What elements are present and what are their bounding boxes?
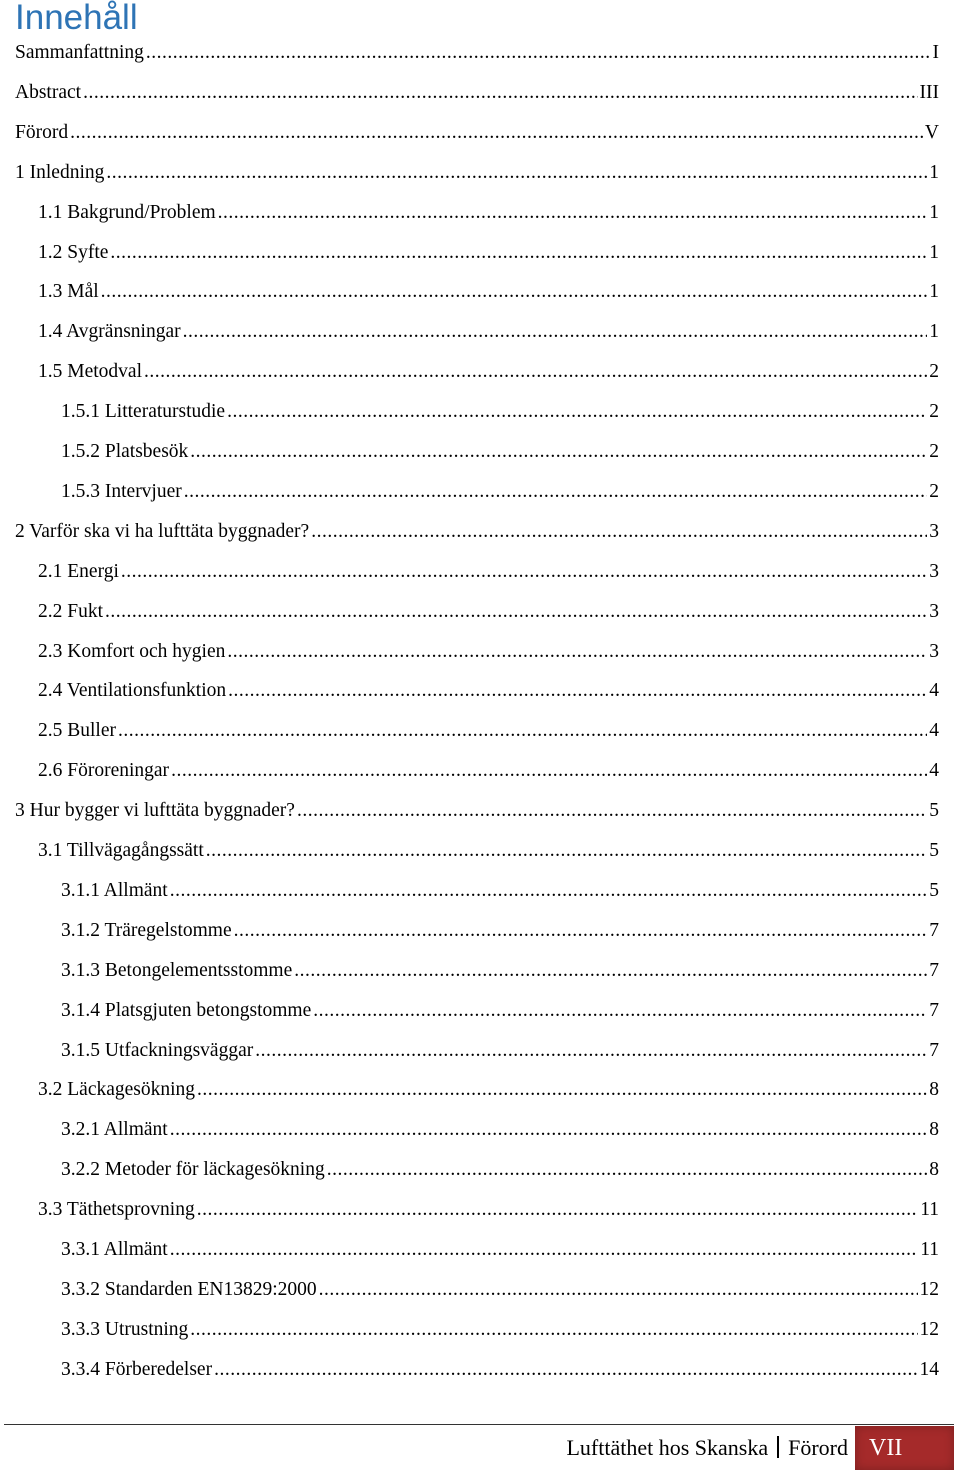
toc-dot-leader xyxy=(197,1195,919,1225)
toc-entry-page: 5 xyxy=(929,800,939,822)
toc-entry-page: 7 xyxy=(929,999,939,1021)
footer-rule xyxy=(4,1424,954,1425)
toc-entry-page: 1 xyxy=(929,281,939,303)
toc-dot-leader xyxy=(190,437,927,467)
toc-entry[interactable] xyxy=(38,597,939,627)
toc-dot-leader xyxy=(197,1075,927,1105)
toc-entry[interactable] xyxy=(38,637,939,667)
toc-entry[interactable] xyxy=(61,1036,939,1066)
toc-entry[interactable] xyxy=(61,1355,939,1385)
toc-dot-leader xyxy=(101,277,928,307)
footer-page-number: VII xyxy=(869,1435,903,1461)
toc-entry-page: 1 xyxy=(929,241,939,263)
toc-entry-page: 3 xyxy=(929,600,939,622)
toc-entry[interactable] xyxy=(38,836,939,866)
toc-entry-title: 2.3 Komfort och hygien xyxy=(38,640,226,662)
toc-entry-title: 3.1.3 Betongelementsstomme xyxy=(61,959,293,981)
toc-dot-leader xyxy=(294,956,927,986)
toc-entry-page: 12 xyxy=(919,1318,939,1340)
toc-entry-title: 1.1 Bakgrund/Problem xyxy=(38,201,216,223)
toc-entry[interactable] xyxy=(61,876,939,906)
toc-entry-title: 1.4 Avgränsningar xyxy=(38,321,181,343)
toc-entry[interactable] xyxy=(38,1195,939,1225)
toc-entry-title: 2.4 Ventilationsfunktion xyxy=(38,680,227,702)
toc-entry-page: 2 xyxy=(929,361,939,383)
toc-entry-page: 3 xyxy=(929,640,939,662)
toc-entry-title: 3.2.1 Allmänt xyxy=(61,1119,168,1141)
toc-dot-leader xyxy=(183,317,928,347)
toc-entry-page: V xyxy=(924,121,939,143)
toc-entry[interactable] xyxy=(61,956,939,986)
toc-entry-title: 3 Hur bygger vi lufttäta byggnader? xyxy=(15,800,295,822)
toc-entry-title: 3.3.1 Allmänt xyxy=(61,1239,168,1260)
toc-entry-page: 2 xyxy=(929,441,939,462)
toc-entry-page: 1 xyxy=(929,321,939,343)
toc-entry-title: 3.1.2 Träregelstomme xyxy=(61,919,232,941)
toc-entry-page: 2 xyxy=(929,401,939,423)
toc-entry-page: 5 xyxy=(929,840,939,861)
toc-entry[interactable] xyxy=(38,357,939,387)
toc-entry[interactable] xyxy=(38,277,939,307)
toc-entry-page: 8 xyxy=(929,1119,939,1141)
toc-entry[interactable] xyxy=(61,397,939,427)
toc-entry-title: 3.3 Täthetsprovning xyxy=(38,1199,195,1221)
toc-entry[interactable] xyxy=(15,796,939,826)
toc-entry[interactable] xyxy=(61,437,939,467)
toc-entry-title: 1.5 Metodval xyxy=(38,361,142,383)
toc-entry[interactable] xyxy=(38,756,939,786)
toc-dot-leader xyxy=(170,1235,919,1265)
toc-dot-leader xyxy=(106,158,927,188)
toc-entry[interactable] xyxy=(15,517,939,547)
toc-entry-page: 11 xyxy=(920,1199,939,1221)
footer-page-badge xyxy=(855,1426,954,1470)
toc-dot-leader xyxy=(255,1036,927,1066)
toc-entry-title: Förord xyxy=(15,121,69,143)
toc-entry-title: 1.3 Mål xyxy=(38,281,99,303)
toc-entry[interactable] xyxy=(38,1075,939,1105)
toc-dot-leader xyxy=(118,716,927,746)
toc-entry[interactable] xyxy=(61,1315,939,1345)
toc-entry[interactable] xyxy=(61,996,939,1026)
toc-entry-page: 11 xyxy=(920,1239,939,1260)
toc-dot-leader xyxy=(190,1315,917,1345)
toc-dot-leader xyxy=(214,1355,917,1385)
toc-entry[interactable] xyxy=(15,38,939,68)
toc-entry-title: 3.2.2 Metoder för läckagesökning xyxy=(61,1159,325,1181)
toc-entry[interactable] xyxy=(38,198,939,228)
toc-entry[interactable] xyxy=(38,317,939,347)
toc-dot-leader xyxy=(206,836,927,866)
toc-entry[interactable] xyxy=(15,118,939,148)
toc-entry-title: Sammanfattning xyxy=(15,42,144,63)
toc-entry-page: 7 xyxy=(929,959,939,981)
toc-dot-leader xyxy=(327,1155,928,1185)
toc-dot-leader xyxy=(313,996,927,1026)
toc-dot-leader xyxy=(83,78,917,108)
toc-dot-leader xyxy=(171,756,927,786)
footer-section: Förord xyxy=(788,1435,848,1460)
toc-entry-page: 14 xyxy=(919,1358,939,1380)
toc-entry-page: 5 xyxy=(929,879,939,901)
toc-entry[interactable] xyxy=(38,238,939,268)
toc-entry[interactable] xyxy=(61,916,939,946)
toc-entry[interactable] xyxy=(38,557,939,587)
toc-entry-title: 3.1.4 Platsgjuten betongstomme xyxy=(61,999,312,1021)
footer-doc-title: Lufttäthet hos Skanska xyxy=(566,1435,769,1460)
toc-dot-leader xyxy=(110,238,927,268)
toc-entry-title: 1 Inledning xyxy=(15,161,105,183)
toc-entry-page: 1 xyxy=(929,201,939,223)
toc-entry-title: 3.2 Läckagesökning xyxy=(38,1079,196,1101)
toc-dot-leader xyxy=(105,597,927,627)
toc-entry-title: 1.5.1 Litteraturstudie xyxy=(61,401,226,423)
toc-entry-page: 8 xyxy=(929,1079,939,1101)
toc-entry-title: Abstract xyxy=(15,81,82,103)
toc-dot-leader xyxy=(234,916,928,946)
toc-entry-page: 3 xyxy=(929,560,939,582)
toc-dot-leader xyxy=(297,796,927,826)
toc-dot-leader xyxy=(228,676,927,706)
toc-dot-leader xyxy=(319,1275,918,1305)
toc-entry[interactable] xyxy=(61,1155,939,1185)
toc-entry[interactable] xyxy=(61,1235,939,1265)
toc-dot-leader xyxy=(170,876,928,906)
toc-entry-title: 3.1 Tillvägagångssätt xyxy=(38,840,204,861)
toc-dot-leader xyxy=(146,38,931,68)
toc-entry-page: I xyxy=(932,42,939,63)
toc-dot-leader xyxy=(184,477,927,507)
toc-entry-title: 3.3.2 Standarden EN13829:2000 xyxy=(61,1278,317,1300)
toc-dot-leader xyxy=(227,397,927,427)
toc-dot-leader xyxy=(144,357,927,387)
toc-entry-title: 2.5 Buller xyxy=(38,720,116,742)
toc-dot-leader xyxy=(170,1115,928,1145)
toc-entry-title: 2.2 Fukt xyxy=(38,600,104,622)
toc-entry[interactable] xyxy=(61,477,939,507)
toc-entry[interactable] xyxy=(38,676,939,706)
toc-dot-leader xyxy=(311,517,927,547)
toc-entry-title: 3.3.3 Utrustning xyxy=(61,1318,189,1340)
toc-entry-title: 1.2 Syfte xyxy=(38,241,109,263)
toc-dot-leader xyxy=(218,198,928,228)
toc-entry-page: 4 xyxy=(929,720,939,742)
toc-entry[interactable] xyxy=(15,158,939,188)
footer-separator xyxy=(777,1436,779,1458)
toc-entry-page: 7 xyxy=(929,919,939,941)
toc-entry-title: 2 Varför ska vi ha lufttäta byggnader? xyxy=(15,520,310,542)
toc-entry-page: III xyxy=(919,81,939,103)
toc-entry-page: 1 xyxy=(929,161,939,183)
toc-entry-title: 2.1 Energi xyxy=(38,560,119,582)
toc-entry[interactable] xyxy=(61,1115,939,1145)
toc-entry-page: 2 xyxy=(929,480,939,502)
toc-entry-title: 2.6 Föroreningar xyxy=(38,760,170,782)
toc-entry-title: 1.5.2 Platsbesök xyxy=(61,441,189,462)
toc-entry-title: 3.1.1 Allmänt xyxy=(61,879,168,901)
toc-entry-page: 4 xyxy=(929,680,939,702)
toc-entry[interactable] xyxy=(61,1275,939,1305)
toc-entry[interactable] xyxy=(15,78,939,108)
toc-dot-leader xyxy=(121,557,927,587)
toc-heading: Innehåll xyxy=(15,0,138,37)
toc-dot-leader xyxy=(227,637,927,667)
toc-entry-page: 8 xyxy=(929,1159,939,1181)
footer xyxy=(566,1431,848,1465)
toc-entry-page: 7 xyxy=(929,1039,939,1061)
toc-entry-page: 4 xyxy=(929,760,939,782)
toc-entry-title: 3.1.5 Utfackningsväggar xyxy=(61,1039,254,1061)
toc-entry-title: 3.3.4 Förberedelser xyxy=(61,1358,213,1380)
toc-entry-page: 12 xyxy=(919,1278,939,1300)
toc-entry-page: 3 xyxy=(929,520,939,542)
toc-dot-leader xyxy=(70,118,923,148)
toc-entry[interactable] xyxy=(38,716,939,746)
toc-entry-title: 1.5.3 Intervjuer xyxy=(61,480,182,502)
